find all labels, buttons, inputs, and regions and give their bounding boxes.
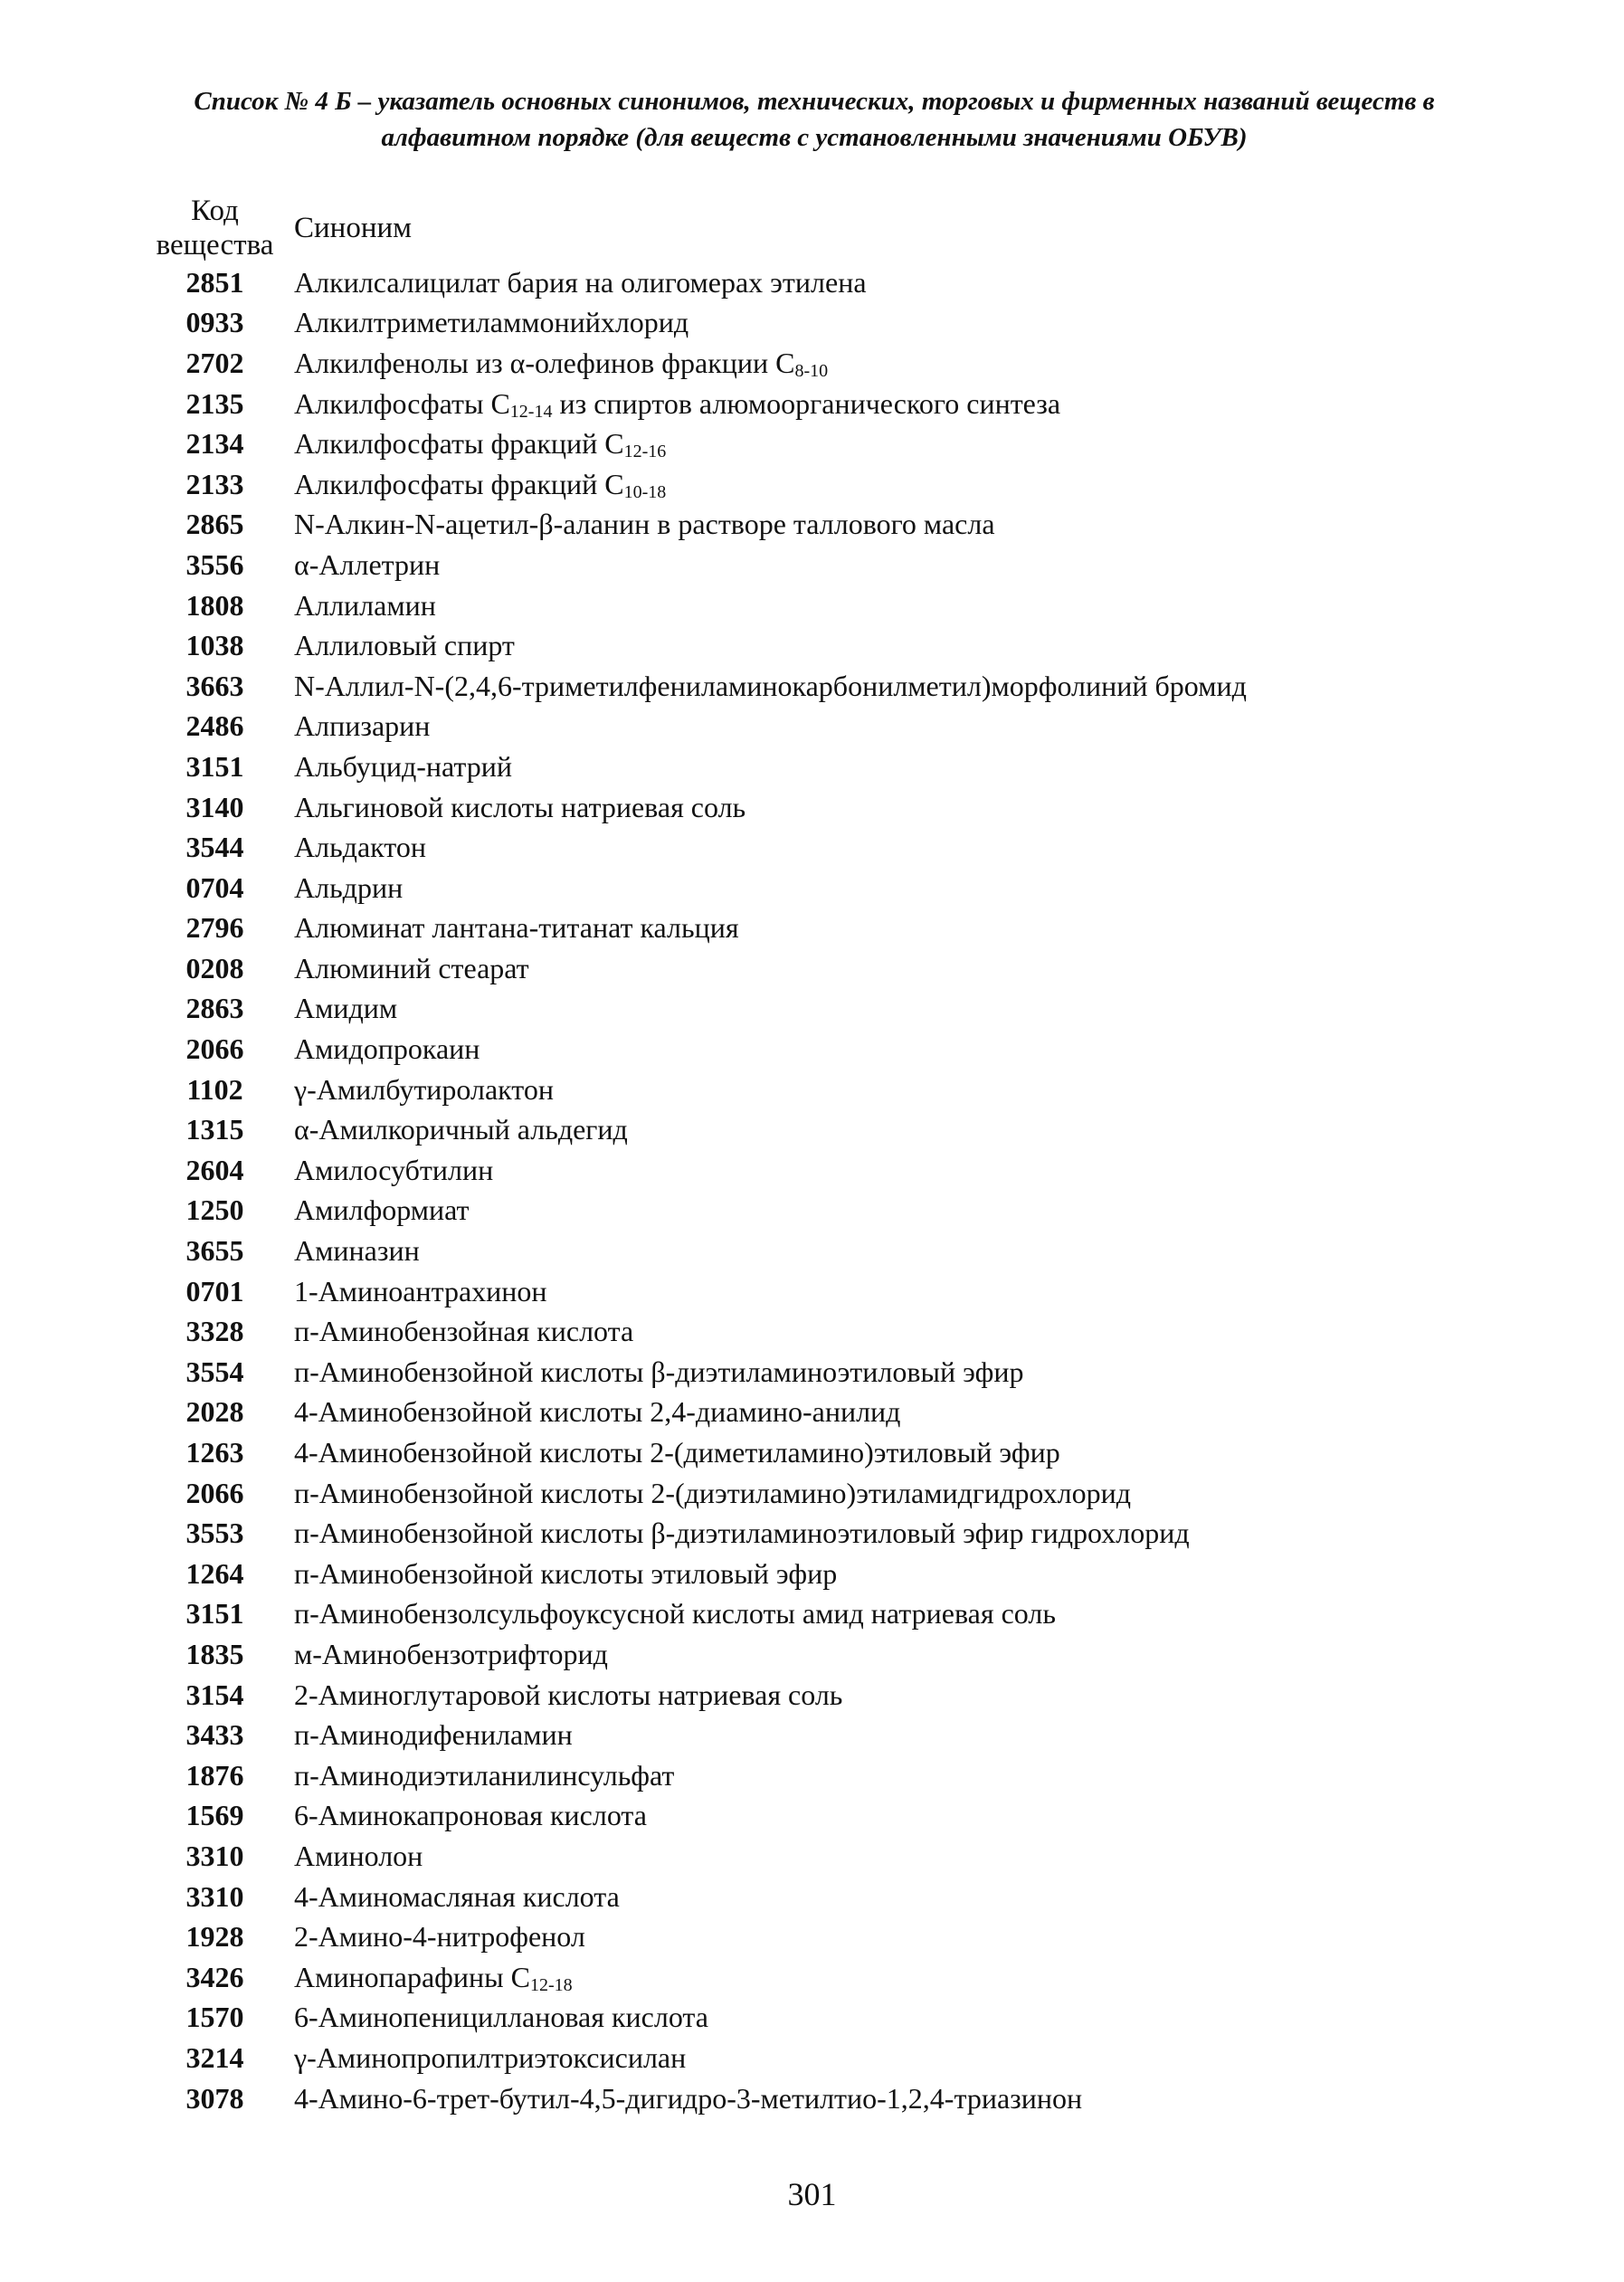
table-row: [136, 1393, 1247, 1433]
substance-code: 0701: [185, 1274, 244, 1307]
substance-code: 1102: [186, 1072, 243, 1106]
synonym-cell: [294, 666, 1247, 707]
table-row: [136, 1675, 1247, 1716]
substance-code: 3154: [185, 1678, 244, 1711]
page-number: 301: [787, 2176, 837, 2212]
table-row: [136, 1109, 1247, 1150]
synonym-name-tail: из спиртов алюмоорганического синтеза: [552, 386, 1061, 420]
substance-code: 3544: [185, 831, 244, 864]
carbon-range-subscript: 12-16: [623, 442, 667, 462]
synonym-name: 2-Амино-4-нитрофенол: [294, 1920, 585, 1954]
substance-code: 1570: [185, 2001, 244, 2034]
synonym-cell: [294, 545, 1247, 585]
synonym-cell: [294, 1554, 1247, 1594]
table-row: [136, 1352, 1247, 1393]
synonym-name: 6-Аминокапроновая кислота: [294, 1799, 647, 1832]
substance-code: 2486: [185, 709, 244, 743]
synonym-name: п-Аминобензойной кислоты этиловый эфир: [294, 1556, 838, 1590]
substance-code: 3663: [185, 669, 244, 702]
synonym-name: Амилосубтилин: [294, 1153, 494, 1186]
synonym-name: γ-Аминопропилтриэтоксисилан: [294, 2040, 687, 2074]
substance-code: 3655: [185, 1234, 244, 1268]
table-row: [136, 384, 1247, 424]
table-row: [136, 545, 1247, 585]
synonym-cell: [294, 1109, 1247, 1150]
synonym-name: 1-Аминоантрахинон: [294, 1274, 547, 1307]
synonym-name: Альгиновой кислоты натриевая соль: [294, 790, 746, 823]
substance-code: 1264: [185, 1556, 244, 1590]
synonym-cell: [294, 1998, 1247, 2039]
synonym-cell: [294, 827, 1247, 868]
synonym-cell: [294, 746, 1247, 787]
table-row: [136, 1877, 1247, 1917]
synonym-name: Аминолон: [294, 1839, 423, 1872]
substance-code: 2066: [185, 1032, 244, 1066]
synonym-cell: [294, 1070, 1247, 1110]
table-row: [136, 1311, 1247, 1352]
synonym-cell: [294, 1432, 1247, 1473]
table-row: [136, 1715, 1247, 1755]
substance-code: 3151: [185, 749, 244, 783]
synonym-cell: [294, 505, 1247, 546]
table-row: [136, 1554, 1247, 1594]
synonym-cell: [294, 868, 1247, 908]
synonym-name: N-Алкин-N-ацетил-β-аланин в растворе таллового масла: [294, 508, 995, 541]
synonym-cell: [294, 1191, 1247, 1231]
table-row: [136, 1271, 1247, 1312]
synonym-name: Аминазин: [294, 1234, 420, 1268]
synonym-name: Альбуцид-натрий: [294, 749, 513, 783]
synonym-cell: [294, 1311, 1247, 1352]
table-row: [136, 666, 1247, 707]
synonym-cell: [294, 1231, 1247, 1271]
synonym-name: 2-Аминоглутаровой кислоты натриевая соль: [294, 1678, 843, 1711]
table-row: [136, 585, 1247, 626]
synonym-name: Алкилфосфаты фракций C: [294, 467, 624, 500]
table-row: [136, 1796, 1247, 1837]
substance-code: 1038: [185, 629, 244, 662]
synonym-name: п-Аминобензойной кислоты β-диэтиламиноэтиловый эфир гидрохлорид: [294, 1517, 1190, 1550]
synonym-cell: [294, 1352, 1247, 1393]
column-header-code: [136, 194, 294, 262]
carbon-range-subscript: 10-18: [623, 481, 667, 502]
substance-code: 1569: [185, 1799, 244, 1832]
table-row: [136, 1150, 1247, 1191]
synonym-name: Алпизарин: [294, 709, 431, 743]
substance-code: 3553: [185, 1517, 244, 1550]
table-body: [136, 262, 1247, 2118]
heading-line-2: алфавитном порядке (для веществ с установленными значениями ОБУВ): [381, 123, 1248, 152]
substance-code: 3078: [185, 2081, 244, 2115]
substance-code: 2604: [185, 1153, 244, 1186]
synonym-cell: [294, 1916, 1247, 1957]
synonym-cell: [294, 1513, 1247, 1554]
substance-code: 3140: [185, 790, 244, 823]
synonym-cell: [294, 1029, 1247, 1070]
table-row: [136, 1755, 1247, 1796]
synonym-cell: [294, 303, 1247, 344]
substance-code: 1928: [185, 1920, 244, 1954]
table-row: [136, 1432, 1247, 1473]
substance-code: 2863: [185, 992, 244, 1025]
synonym-name: 4-Аминобензойной кислоты 2,4-диамино-анилид: [294, 1395, 901, 1429]
carbon-range-subscript: 12-14: [509, 401, 553, 422]
substance-code: 1250: [185, 1193, 244, 1227]
heading-line-1: Список № 4 Б – указатель основных синонимов, технических, торговых и фирменных названий веществ в: [194, 87, 1435, 116]
synonym-cell: [294, 464, 1247, 505]
synonym-cell: [294, 1634, 1247, 1675]
synonym-name: N-Аллил-N-(2,4,6-триметилфениламинокарбонилметил)морфолиний бромид: [294, 669, 1247, 702]
synonym-name: п-Аминобензолсульфоуксусной кислоты амид натриевая соль: [294, 1597, 1056, 1631]
list-heading: [109, 83, 1520, 156]
table-row: [136, 262, 1247, 303]
synonym-name: Алкилфосфаты фракций C: [294, 427, 624, 461]
synonym-cell: [294, 1473, 1247, 1514]
synonym-name: 4-Аминомасляная кислота: [294, 1879, 620, 1913]
substance-code: 3554: [185, 1355, 244, 1388]
substance-code: 2028: [185, 1395, 244, 1429]
table-row: [136, 1473, 1247, 1514]
table-row: [136, 1513, 1247, 1554]
synonym-name: Аллиламин: [294, 588, 436, 622]
table-row: [136, 1634, 1247, 1675]
substance-code: 0704: [185, 870, 244, 904]
substance-code: 3151: [185, 1597, 244, 1631]
table-row: [136, 505, 1247, 546]
synonym-name: п-Аминодифениламин: [294, 1718, 573, 1752]
synonym-name: Алкилфенолы из α-олефинов фракции C: [294, 346, 795, 379]
synonym-cell: [294, 1675, 1247, 1716]
synonym-cell: [294, 1594, 1247, 1635]
substance-code: 3214: [185, 2040, 244, 2074]
synonym-cell: [294, 1715, 1247, 1755]
table-row: [136, 1070, 1247, 1110]
synonym-name: п-Аминобензойной кислоты β-диэтиламиноэтиловый эфир: [294, 1355, 1024, 1388]
substance-code: 2135: [185, 386, 244, 420]
table-row: [136, 1957, 1247, 1998]
synonym-cell: [294, 343, 1247, 384]
synonym-name: м-Аминобензотрифторид: [294, 1637, 608, 1670]
synonym-cell: [294, 989, 1247, 1030]
synonym-table: [136, 194, 1247, 2118]
synonym-cell: [294, 1393, 1247, 1433]
table-header-row: [136, 194, 1247, 262]
synonym-name: 6-Аминопенициллановая кислота: [294, 2001, 708, 2034]
substance-code: 2134: [185, 427, 244, 461]
table-row: [136, 868, 1247, 908]
table-row: [136, 908, 1247, 949]
synonym-cell: [294, 423, 1247, 464]
synonym-name: γ-Амилбутиролактон: [294, 1072, 554, 1106]
substance-code: 1835: [185, 1637, 244, 1670]
table-row: [136, 827, 1247, 868]
substance-code: 3310: [185, 1879, 244, 1913]
synonym-name: Алкилсалицилат бария на олигомерах этилена: [294, 265, 867, 299]
synonym-cell: [294, 625, 1247, 666]
synonym-name: Аллиловый спирт: [294, 629, 515, 662]
substance-code: 2796: [185, 911, 244, 945]
substance-code: 1876: [185, 1758, 244, 1792]
table-row: [136, 1916, 1247, 1957]
synonym-cell: [294, 707, 1247, 747]
synonym-cell: [294, 948, 1247, 989]
table-row: [136, 989, 1247, 1030]
table-row: [136, 303, 1247, 344]
table-row: [136, 746, 1247, 787]
table-row: [136, 1191, 1247, 1231]
synonym-name: α-Аллетрин: [294, 547, 441, 581]
synonym-name: Амидим: [294, 992, 398, 1025]
synonym-name: п-Аминобензойная кислота: [294, 1315, 634, 1348]
table-row: [136, 1998, 1247, 2039]
carbon-range-subscript: 8-10: [794, 360, 829, 381]
column-header-code-line-2: вещества: [156, 229, 274, 261]
synonym-cell: [294, 1836, 1247, 1877]
table-row: [136, 423, 1247, 464]
table-row: [136, 464, 1247, 505]
substance-code: 2702: [185, 346, 244, 379]
column-header-synonym: Синоним: [294, 212, 413, 244]
table-row: [136, 1029, 1247, 1070]
column-header-code-line-1: Код: [191, 195, 239, 227]
synonym-cell: [294, 585, 1247, 626]
synonym-name: Аминопарафины C: [294, 1960, 530, 1993]
synonym-name: Алкилфосфаты C: [294, 386, 510, 420]
table-row: [136, 948, 1247, 989]
carbon-range-subscript: 12-18: [529, 1974, 573, 1995]
synonym-cell: [294, 1150, 1247, 1191]
table-row: [136, 707, 1247, 747]
synonym-name: п-Аминобензойной кислоты 2-(диэтиламино)этиламидгидрохлорид: [294, 1476, 1131, 1509]
synonym-name: Алюминий стеарат: [294, 951, 529, 984]
substance-code: 2066: [185, 1476, 244, 1509]
table-row: [136, 625, 1247, 666]
substance-code: 2133: [185, 467, 244, 500]
synonym-cell: [294, 262, 1247, 303]
substance-code: 3426: [185, 1960, 244, 1993]
substance-code: 2865: [185, 508, 244, 541]
synonym-name: 4-Аминобензойной кислоты 2-(диметиламино)этиловый эфир: [294, 1436, 1060, 1469]
substance-code: 3310: [185, 1839, 244, 1872]
substance-code: 3328: [185, 1315, 244, 1348]
table-row: [136, 1594, 1247, 1635]
synonym-name: Амидопрокаин: [294, 1032, 480, 1066]
substance-code: 3556: [185, 547, 244, 581]
synonym-name: Амилформиат: [294, 1193, 470, 1227]
synonym-cell: [294, 908, 1247, 949]
synonym-name: Альдрин: [294, 870, 404, 904]
table-row: [136, 1231, 1247, 1271]
synonym-name: п-Аминодиэтиланилинсульфат: [294, 1758, 675, 1792]
substance-code: 1263: [185, 1436, 244, 1469]
synonym-cell: [294, 1271, 1247, 1312]
table-row: [136, 343, 1247, 384]
synonym-cell: [294, 384, 1247, 424]
table-row: [136, 787, 1247, 828]
substance-code: 2851: [185, 265, 244, 299]
synonym-cell: [294, 2078, 1247, 2119]
table-row: [136, 2078, 1247, 2119]
substance-code: 1808: [185, 588, 244, 622]
synonym-cell: [294, 2038, 1247, 2078]
synonym-cell: [294, 787, 1247, 828]
synonym-cell: [294, 1957, 1247, 1998]
synonym-name: Алюминат лантана-титанат кальция: [294, 911, 739, 945]
synonym-cell: [294, 1796, 1247, 1837]
table-row: [136, 1836, 1247, 1877]
synonym-name: α-Амилкоричный альдегид: [294, 1113, 628, 1146]
substance-code: 0933: [185, 306, 244, 339]
table-row: [136, 2038, 1247, 2078]
substance-code: 0208: [185, 951, 244, 984]
synonym-cell: [294, 1877, 1247, 1917]
synonym-cell: [294, 1755, 1247, 1796]
synonym-name: Альдактон: [294, 831, 426, 864]
substance-code: 3433: [185, 1718, 244, 1752]
synonym-name: Алкилтриметиламмонийхлорид: [294, 306, 689, 339]
substance-code: 1315: [185, 1113, 244, 1146]
synonym-name: 4-Амино-6-трет-бутил-4,5-дигидро-3-метилтио-1,2,4-триазинон: [294, 2081, 1083, 2115]
